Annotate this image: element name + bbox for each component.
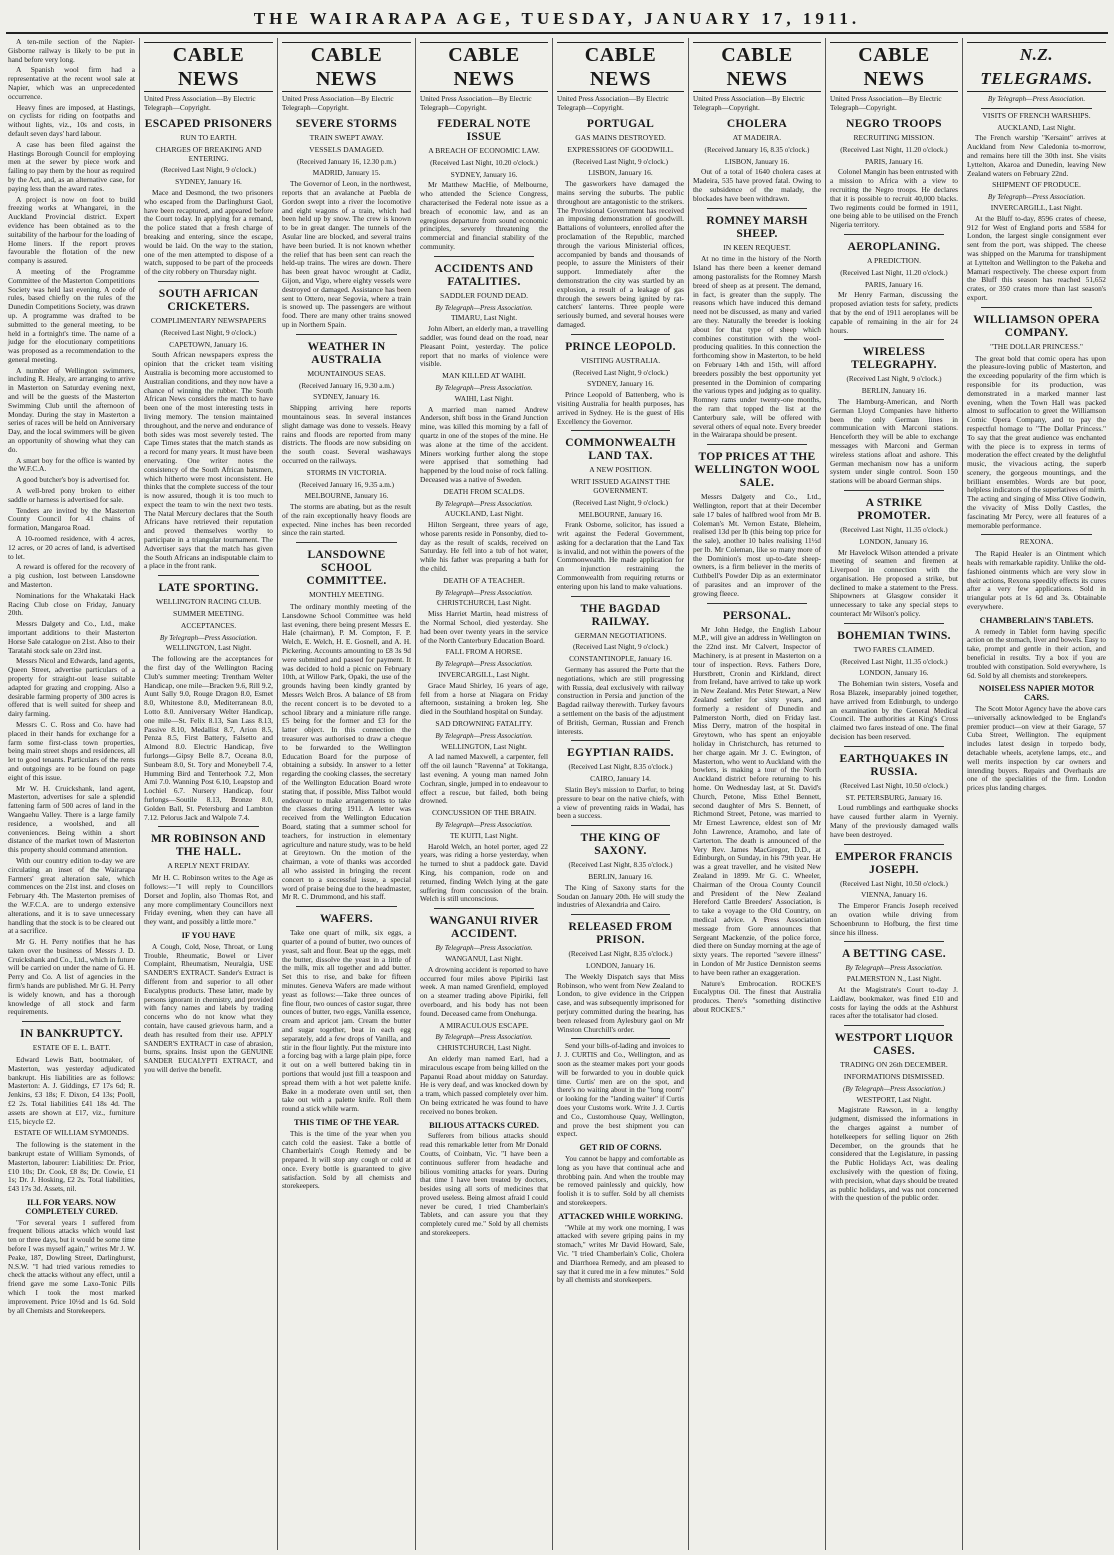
news-paragraph: South African newspapers express the opinion that the cricket team visiting Australia is becoming more accustomed to Australian conditions, and they now have a chance of winning the rubber. The South African News considers the match to have been one of the most interesting tests in living memory. The tension maintained throughout, and the nerve and endurance of both sides was most severely tested. The Cape Times states that the match stands as a record for many years. It must have been enervating. One writer notes the consistency of the South African batsmen, which hitherto were most inconsistent. He thinks that the complete success of the tour is now assured, though it is too much to expect the team to win the next two tests. The Natal Mercury declares that the South Africans have retrieved their reputation and proved themselves worthy to participate in a triangular tournament. The Advertiser says that the match has given the South Africans an indisputable claim to a place in the front rank. [144, 350, 273, 571]
byline: By Telegraph—Press Association. [435, 944, 533, 953]
masthead-title: THE WAIRARAPA AGE, TUESDAY, JANUARY 17, 1911. [253, 9, 861, 28]
received-time: (Received Last Night, 10.50 o'clock.) [840, 781, 948, 790]
advert-text: "While at my work one morning, I was attacked with severe griping pains in my stomach," writes Mr David Howard, Sale, Vic. "I tried Chamberlain's Colic, Cholera and Diarrhoea Remedy, and am pleased to say that it cured me in a few minutes." Sold by all chemists and storekeepers. [557, 1223, 684, 1285]
section-heading: PORTUGAL [586, 118, 655, 130]
news-paragraph: Germany has assured the Porte that the negotiations, which are still progressing with Russia, deal exclusively with railway construction in Persia and junction of the Bagdad railway therewith. Turkey favours a settlement on the basis of the adjustment of British, German, Russian and French interests. [557, 665, 684, 736]
news-paragraph: A drowning accident is reported to have occurred four miles above Pipiriki last week. A man named Grenfield, employed on a steamer trading above Pipiriki, fell overboard, and his body has not been found. Deceased came from Onehunga. [420, 964, 548, 1018]
press-credit: United Press Association—By Electric Telegraph—Copyright. [830, 95, 942, 112]
section-subheading: WRIT ISSUED AGAINST THE GOVERNMENT. [571, 477, 670, 495]
column-cable-news-1 [140, 38, 278, 1550]
masthead [0, 0, 1114, 34]
column-nz-telegrams [963, 38, 1110, 1550]
byline: By Telegraph—Press Association. [845, 964, 943, 973]
news-paragraph: At the Bluff to-day, 8596 crates of cheese, 912 for West of England ports and 5584 for London, the largest single consignment ever sent from the port, was shipped. The cheese was shipped on the Maruma for transhipment at Lyttelton and Wellington to the Pakeha and Mamari respectively. The cheese export from the Bluff this season has reached 51,652 crates, or 350 crates more than last season's export. [967, 213, 1106, 302]
news-paragraph: A smart boy for the office is wanted by the W.F.C.A. [8, 455, 135, 474]
news-paragraph: Messrs C. C. Ross and Co. have had placed in their hands for exchange for a farm some first-class town properties, being main street shops and residences, all let to good tenants. Particulars of the rents and outgoings are to be found on page eight of this issue. [8, 719, 135, 782]
column-cable-news-4 [553, 38, 689, 1550]
advert-heading: ILL FOR YEARS. NOW COMPLETELY CURED. [25, 1198, 118, 1216]
received-time: (Received Last Night, 9 o'clock.) [160, 166, 257, 175]
section-subheading: A PREDICTION. [866, 255, 921, 265]
received-time: (Received Last Night, 10.50 o'clock.) [840, 879, 948, 888]
dateline: WESTPORT, Last Night. [856, 1094, 932, 1104]
section-heading: EGYPTIAN RAIDS. [567, 747, 674, 760]
received-time: (Received Last Night, 11.35 o'clock.) [840, 525, 948, 534]
received-time: (Received January 16, 9.35 a.m.) [298, 480, 394, 489]
news-paragraph: The King of Saxony starts for the Soudan on January 20th. He will study the industries of Alexandria and Cairo. [557, 882, 684, 910]
section-rule [844, 490, 944, 491]
news-paragraph: The Weekly Dispatch says that Miss Robinson, who went from New Zealand to London, to give evidence in the Crippen case, and was subsequently imprisoned for perjury committed during the hearing, has been released from Aylesbury gaol on Mr Winston Churchill's order. [557, 971, 684, 1034]
dateline: AUCKLAND, Last Night. [444, 509, 524, 519]
dateline: CHRISTCHURCH, Last Night. [436, 598, 532, 608]
dateline: PALMERSTON N., Last Night. [846, 974, 942, 984]
section-subheading: CONCUSSION OF THE BRAIN. [431, 808, 537, 818]
received-time: (Received Last Night, 9 o'clock.) [572, 498, 669, 507]
section-heading: LATE SPORTING. [158, 582, 259, 595]
news-paragraph: Mr G. H. Perry notifies that he has taken over the business of Messrs J. D. Cruickshank and Co., Ltd., which in future will be carried on under the name of G. H. Perry and Co. A list of agencies in the firm's hands are published. Mr G. H. Perry is widely known, and has a thorough knowledge of all stock and farm requirements. [8, 937, 135, 1017]
section-rule [981, 108, 1092, 109]
news-paragraph: A case has been filed against the Hastings Borough Council for employing men at the sewer by piece work and failing to pay them by the hour as required by the Act, and, as an alternative case, for paying less than the award rates. [8, 139, 135, 193]
section-subheading: ESTATE OF E. L. BATT. [32, 1043, 111, 1053]
byline: By Telegraph—Press Association. [435, 660, 533, 669]
received-time: (Received Last Night, 11.20 o'clock.) [840, 145, 948, 154]
section-subheading: DEATH FROM SCALDS. [443, 486, 525, 496]
news-paragraph: At the Magistrate's Court to-day J. Laidlaw, bookmaker, was fined £10 and costs for laying the odds at the Ashhurst races after the totalisator had closed. [830, 985, 958, 1021]
section-heading: ESCAPED PRISONERS [144, 118, 273, 130]
received-time: (Received Last Night, 8.35 o'clock.) [568, 861, 673, 870]
news-paragraph: The French warship "Kersaint" arrives at Auckland from New Caledonia to-morrow, and remains here till the 30th inst. She visits Lyttelton, Akaroa and Dunedin, leaving New Zealand waters on February 22nd. [967, 133, 1106, 178]
section-subheading: SADDLER FOUND DEAD. [440, 290, 528, 300]
byline: By Telegraph—Press Association. [987, 193, 1086, 202]
advert-heading: THIS TIME OF THE YEAR. [294, 1117, 399, 1127]
section-heading: SEVERE STORMS [295, 118, 398, 130]
section-rule [844, 623, 944, 624]
news-paragraph: The Rapid Healer is an Ointment which heals with remarkable rapidity. Unlike the old-fashioned ointments which are very slow in their actions, Rexona speedily effects its cures after a very few applications. Sold in triangular pots at 1s 6d and 3s. Obtainable everywhere. [967, 549, 1106, 612]
section-heading: WEATHER IN AUSTRALIA [307, 340, 386, 366]
section-heading: RELEASED FROM PRISON. [568, 921, 673, 947]
advert-text: This is the time of the year when you catch cold the easiest. Take a bottle of Chamberlain's Cough Remedy and be prepared. It will stop any cough or cold at once. Every bottle is guaranteed to give satisfaction. Sold by all chemists and storekeepers. [282, 1129, 411, 1191]
news-paragraph: The following are the acceptances for the first day of the Wellington Racing Club's summer meeting: Trentham Welter Handicap, one mile—Bracken 9.6, Rill 9.2, Aunt Sally 9.0, Rouge Dragon 8.0, Esmet 8.0, Whitestone 8.0, Mediterranean 8.0, Lotto 8.0. Anniversary Welter Handicap, one mile—St. Felix 8.13, San Lass 8.13, Passive 8.10, Medallist 8.7, Arion 8.5, Penza 8.5, First Battery, Falsetto and Almond 8.0. Electric Handicap, five furlongs—Gipsy Belle 8.7, Oceana 8.0, Sunbeam 8.0, St. Tory and Moneybell 7.4, Humming Bird and Tenterhook 7.2, Mon Ami 7.0. Wanning Post 6.10, Leapstop and Lochiel 6.7. Nursery Handicap, four furlongs—Soutile 8.13, Bronze 8.0, Golden Ball, St. Petersburg and Lambton 7.12. Pelorus Jack and Walpole 7.4. [144, 654, 273, 822]
section-subheading: SAD DROWNING FATALITY. [435, 719, 533, 729]
advert-heading: GET RID OF CORNS. [579, 1143, 662, 1153]
news-paragraph: John Albert, an elderly man, a travelling saddler, was found dead on the road, near Pleasant Point, yesterday. The police report that no marks of violence were visible. [420, 324, 548, 369]
news-paragraph: A project is now on foot to build freezing works at Whangarei, in the Auckland Provincial district. Expert evidence has been obtained as to the suitability of the harbour for the loading of Home liners. If the report proves favourable the flotation of the new company is assured. [8, 194, 135, 266]
advert-text: Sufferers from bilious attacks should read this remarkable letter from Mr Donald Coutts, of Coinbatn, Vic. "I have been a continuous sufferer from headache and bilious vomiting attacks for years. During that time I have been treated by doctors, besides using all sorts of medicines that proved useless. Being almost afraid I could never be cured, I tried Chamberlain's Tablets, and can assure you that they completely cured me." Sold by all chemists and storekeepers. [420, 1132, 548, 1238]
section-rule [844, 339, 944, 340]
dateline: LISBON, January 16. [724, 156, 790, 166]
section-subheading: DEATH OF A TEACHER. [443, 575, 525, 585]
dateline: WAIHI, Last Night. [454, 393, 514, 403]
news-paragraph: A number of Wellington swimmers, including R. Healy, are arranging to arrive in Masterton on Saturday evening next, and will be the guests of the Masterton Swimming Club until the afternoon of Monday. During the stay in Masterton a series of races will be held on Anniversary Day, and the local swimmers will be given an opportunity of showing what they can do. [8, 365, 135, 454]
press-credit: United Press Association—By Electric Telegraph—Copyright. [420, 95, 532, 112]
section-subheading: ACCEPTANCES. [180, 620, 237, 630]
section-rule [296, 334, 397, 335]
news-paragraph: The storms are abating, but as the result of the rain exceptionally heavy floods are expected. Nine inches has been recorded since the rain started. [282, 502, 411, 538]
news-paragraph: The ordinary monthly meeting of the Lansdowne School Committee was held last evening, there being present Messrs E. Hale (chairman), P. M. Compton, F. P. Welch, E. Welch, H. E. Gosnell, and A. H. Pickering. Accounts amounting to £8 3s 9d were submitted and passed for payment. It was decided to hold a picnic on February 10th, at Willow Park, Opaki, the use of the grounds having been kindly granted by Messrs Welch Bros. A balance of £8 from the recent concert is to be devoted to a school library and a miniature rifle range. £5 being for the former and £3 for the latter object. In this connection the treasurer was authorised to draw a cheque to be forwarded to the Wellington Education Board for the purpose of obtaining a subsidy. In answer to a letter regarding the cooking classes, the secretary of the Wellington Education Board wrote stating that, if possible, Miss Talbot would endeavour to make arrangements to take the classes during 1911. A letter was received from the Wellington Education Board, stating that a summer school for teachers, for instruction in elementary agriculture and nature study, was to be held at Greytown. On the motion of the chairman, a vote of thanks was accorded all who assisted in bringing the recent concert to a successful issue, a special word of praise being due to the headmaster, Mr R. C. Drummond, and his staff. [282, 602, 411, 902]
news-paragraph: Mr Matthew MacHie, of Melbourne, who attended the Science Congress, characterised the Federal note issue as a breach of economic law, and as an egregious departure from sound economic principles, severely threatening the commercial and financial stability of the community. [420, 180, 548, 251]
dateline: INVERCARGILL, Last Night. [990, 202, 1083, 212]
section-rule [707, 444, 807, 445]
news-paragraph: Frank Osborne, solicitor, has issued a writ against the Federal Government, asking for a declaration that the Land Tax is invalid, and not within the powers of the Commonwealth. He made application for an injunction restraining the Commonwealth from requiring returns or entering upon his land to make valuations. [557, 520, 684, 591]
news-paragraph: Slatin Bey's mission to Darfur, to bring pressure to bear on the native chiefs, with a view of preventing raids in Wadai, has been a success. [557, 785, 684, 821]
press-credit: United Press Association—By Electric Telegraph—Copyright. [693, 95, 805, 112]
section-subheading: STORMS IN VICTORIA. [306, 467, 387, 477]
section-heading: EMPEROR FRANCIS JOSEPH. [835, 850, 953, 876]
received-time: (Received January 16, 9.30 a.m.) [298, 381, 394, 390]
byline: By Telegraph—Press Association. [435, 731, 533, 740]
dateline: BERLIN, January 16. [861, 386, 927, 396]
section-subheading: CHARGES OF BREAKING AND ENTERING. [155, 144, 262, 163]
dateline: LONDON, January 16. [859, 536, 929, 546]
section-heading: IN BANKRUPTCY. [20, 1028, 123, 1041]
dateline: PARIS, January 16. [864, 279, 924, 289]
section-rule [296, 542, 397, 543]
received-time: (Received Last Night, 9 o'clock.) [572, 643, 669, 652]
section-heading: PERSONAL. [722, 609, 792, 622]
dateline: MADRID, January 15. [312, 168, 381, 178]
section-rule [434, 908, 534, 909]
advert-text: "For several years I suffered from frequent bilious attacks which would last ten or three days, but it would be some time before I was myself again," writes Mr J. W. Peake, 187, Dowling Street, Darlinghurst, N.S.W. "I had tried various remedies to check the attacks without any effect, until a friend gave me some Laxo-Tonic Pills which I took the most marked improvement. Price 10½d and 1s 6d. Sold by all Chemists and Storekeepers. [8, 1218, 135, 1315]
news-paragraph: Out of a total of 1640 cholera cases at Madeira, 535 have proved fatal. Owing to the subsidence of the malady, the blockades have been withdrawn. [693, 167, 821, 203]
news-paragraph: Mr Havelock Wilson attended a private meeting of seamen and firemen at Liverpool in connection with the organisation. He proposed a strike, but declined to make a statement to the Press. Shipowners at Glasgow consider it unnecessary to take any special steps to counteract Mr Wilson's policy. [830, 547, 958, 619]
news-paragraph: At no time in the history of the North Island has there been a keener demand among pastoralists for the Romney Marsh breed of sheep as at present. The demand, in fact, is greater than the supply. The reasons which have induced this demand need not be discussed, as many and varied are they. Naturally the breeder is looking about for that type of sheep which combines constitution with the wool-producing qualities. In this connection the forthcoming show in Masterton, to be held on February 14th and 15th, will afford breeders possibly the best opportunity yet presented in the Dominion of comparing the various types and judging as to quality. Romney rams under twenty-one months, the ram that topped the list at the Canterbury sale, will be offered with several others of equal note. Every breeder in the Wairarapa should be present. [693, 254, 821, 440]
section-heading: LANSDOWNE SCHOOL COMMITTEE. [306, 549, 387, 588]
section-subheading: EXPRESSIONS OF GOODWILL. [567, 144, 674, 154]
news-paragraph: The Bohemian twin sisters, Vosefa and Rosa Blazek, inseparably joined together, have arrived from Edinburgh, to undergo an examination by the General Medical Council. The authorities at King's Cross claimed two fares instead of one. The final decision has been reserved. [830, 679, 958, 742]
section-heading: EARTHQUAKES IN RUSSIA. [839, 752, 949, 778]
section-subheading: GAS MAINS DESTROYED. [575, 133, 666, 142]
advert-text: A Cough, Cold, Nose, Throat, or Lung Trouble, Rheumatic, Bowel or Liver Complaint, Rheumatism, Neuralgia, USE SANDER'S EXTRACT. Sander's Extract is different from and superior to all other Eucalyptus products. These latter, made by persons ignorant in chemistry, and provided with fancy names and labels by trading concerns who do not know what they contain, have caused grievous harm, and a death has resulted from their use. APPLY SANDER'S EXTRACT in case of abrasion, burns, sprains. Insist upon the GENUINE SANDER EUCALYPTI EXTRACT, and you will derive the benefit. [144, 942, 273, 1074]
section-subheading: TRADING ON 26th DECEMBER. [840, 1060, 948, 1070]
received-time: (Received Last Night, 9 o'clock.) [572, 157, 669, 166]
cable-news-banner: CABLE NEWS [144, 42, 273, 92]
byline: By Telegraph—Press Association. [435, 383, 533, 392]
received-time: (Received Last Night, 11.35 o'clock.) [840, 657, 948, 666]
news-paragraph: Mace and Desmond, the two prisoners who escaped from the Darlinghurst Gaol, have been recaptured, and appeared before the Court today. In applying for a remand, the police stated that a fresh charge of breaking and entering, since the escape, would be laid. On the way to the station, one of the men attempted to dispose of a watch, supposed to be part of the proceeds of the city robbery on Thursday night. [144, 187, 273, 277]
news-paragraph: Heavy fines are imposed, at Hastings, on cyclists for riding on footpaths and without lights, viz., 10s and costs, in default seven days' hard labour. [8, 102, 135, 138]
press-credit: United Press Association—By Electric Telegraph—Copyright. [144, 95, 256, 112]
section-heading: BOHEMIAN TWINS. [837, 629, 951, 642]
news-paragraph: With our country edition to-day we are circulating an inset of the Wairarapa Farmers' great alteration sale, which commences on the 21st inst. and closes on February 4th. The Masterton premises of the W.F.C.A. are to undergo extensive alterations, and it is to save unnecessary handling that the stock is to be cleared out at a sacrifice. [8, 855, 135, 936]
section-subheading: RECRUITING MISSION. [853, 133, 935, 142]
column-cable-news-3 [416, 38, 553, 1550]
dateline: WELLINGTON, Last Night. [441, 741, 527, 751]
dateline: VIENNA, January 16. [860, 890, 928, 900]
byline: By Telegraph—Press Association. [435, 821, 533, 829]
news-paragraph: Mr John Hedge, the English Labour M.P., will give an address in Wellington on the 22nd inst. Mr Calvert, Inspector of Machinery, is at present in Masterton on a tour of inspection. Revs. Fathers Dore, Hurstbrett, Cronin and Kirkland, direct from Ireland, have arrived to take up work in New Zealand. Mrs Peter Stewart, a New Zealand settler for sixty years, and formerly a resident of Dunedin and Palmerston North, died on Friday last. Miss Derry, matron of the hospital in Greytown, who has spent an enjoyable holiday in Christchurch, has returned to her charge again. Mr J. C. Ewington, of Masterton, who went to Auckland with the bowlers, is making a tour of the North Auckland district before returning to his home. On Wednesday last, at St. David's Church, Petone, Miss Ethel Bennett, second daughter of Mrs S. Bennett, of Richmond Street, Petone, was married to Mr Ernest Lawrence, eldest son of Mr John Lawrence, Aramoho, and late of Carterton. The death is announced of the Very Rev. James MacGregor, D.D., at Edinburgh, on Sunday, in his 79th year. He was a great traveller, and he visited New Zealand in 1899. Mr G. C. Wheeler, Chairman of the Oroua County Council and President of the New Zealand Hereford Cattle Breeders' Association, is to take a voyage to the Old Country, on medical advice. A Press Association message from Gore announces that Sergeant Mackenzie, of the police force, died there on Sunday morning at the age of sixty years. The reported "severe illness" in London of Mr Justice Denniston seems to have been rather an exaggeration. [693, 624, 821, 977]
section-heading: AEROPLANING. [847, 240, 941, 253]
section-heading: A BETTING CASE. [842, 948, 946, 961]
section-rule [296, 906, 397, 907]
section-subheading: FALL FROM A HORSE. [445, 647, 523, 657]
advert-text: Nature's Embrocation. ROCKE'S Eucalyptus Oil. The finest that Australia produces. There's "something distinctive about ROCKE'S." [693, 979, 821, 1014]
cable-news-banner: CABLE NEWS [420, 42, 548, 92]
section-subheading: "THE DOLLAR PRINCESS." [990, 341, 1083, 351]
cable-news-banner: CABLE NEWS [693, 42, 821, 92]
received-time: (Received Last Night, 10.20 o'clock.) [430, 158, 538, 167]
section-subheading: TWO FARES CLAIMED. [853, 644, 935, 654]
dateline: INVERCARGILL, Last Night. [438, 670, 530, 680]
dateline: CONSTANTINOPLE, January 16. [569, 654, 672, 664]
dateline: WELLINGTON, Last Night. [165, 643, 252, 653]
section-heading: COMMONWEALTH LAND TAX. [565, 437, 676, 463]
section-subheading: ESTATE OF WILLIAM SYMONDS. [14, 1128, 129, 1138]
section-subheading: AT MADEIRA. [732, 133, 782, 142]
masthead-rule [6, 32, 1108, 34]
news-paragraph: Prince Leopold of Battenberg, who is visiting Australia for health purposes, has arrived in Sydney. He is the guest of His Excellency the Governor. [557, 390, 684, 426]
news-paragraph: A good butcher's boy is advertised for. [16, 475, 130, 485]
news-paragraph: Mr W. H. Cruickshank, land agent, Masterton, advertises for sale a splendid fattening farm of 500 acres of land in the Wangaehu Valley. There is a large family residence, a woolshed, and all conveniences. Being within a short distance of the market town of Masterton this property should command attention. [8, 783, 135, 855]
news-paragraph: Messrs Dalgety and Co., Ltd., make important additions to their Masterton Horse Sale catalogue on 21st. Also to their Taratahi stock sale on 23rd inst. [8, 619, 135, 655]
dateline: CHRISTCHURCH, Last Night. [436, 1043, 532, 1053]
dateline: BERLIN, January 16. [588, 872, 653, 882]
news-paragraph: Magistrate Rawson, in a lengthy judgment, dismissed the informations in the charges against a number of hotelkeepers for selling liquor on 26th December, on the grounds that he considered that the Legislature, in passing the Public Holidays Act, was dealing exclusively with the question of fixing, with precision, what days should be treated as public holidays, and was not concerned with the question of the public order. [830, 1105, 958, 1203]
section-subheading: VESSELS DAMAGED. [309, 144, 384, 154]
dateline: LONDON, January 16. [586, 961, 655, 970]
section-heading: ACCIDENTS AND FATALITIES. [434, 262, 534, 288]
news-paragraph: The Hamburg-American, and North German Lloyd Companies have hitherto been the only German lines in communication with Marconi stations. Henceforth they will be able to exchange messages with Marconi and German wireless stations afloat and ashore. This German mechanism now has a uniform system under single control. Soon 150 stations will be aboard German ships. [830, 396, 958, 486]
dateline: SYDNEY, January 16. [587, 379, 654, 389]
section-subheading: MOUNTAINOUS SEAS. [307, 368, 386, 378]
section-rule [158, 281, 259, 282]
press-credit: United Press Association—By Electric Telegraph—Copyright. [557, 95, 669, 112]
section-rule [571, 1038, 670, 1039]
news-paragraph: Loud rumblings and earthquake shocks have caused further alarm in Vyerniy. Many of the previously damaged walls have been destroyed. [830, 803, 958, 839]
section-heading: ROMNEY MARSH SHEEP. [706, 214, 808, 240]
cable-news-banner: CABLE NEWS [557, 42, 684, 92]
section-subheading: RUN TO EARTH. [180, 133, 237, 142]
section-heading: A STRIKE PROMOTER. [857, 496, 931, 522]
news-paragraph: A well-bred pony broken to either saddle or harness is advertised for sale. [8, 486, 135, 504]
dateline: SYDNEY, January 16. [313, 392, 380, 402]
section-subheading: MONTHLY MEETING. [309, 590, 384, 600]
advert-heading: BILIOUS ATTACKS CURED. [429, 1120, 539, 1130]
section-subheading: IN KEEN REQUEST. [723, 242, 791, 252]
section-subheading: VISITING AUSTRALIA. [580, 355, 661, 365]
news-paragraph: A reward is offered for the recovery of a pig cushion, lost between Lansdowne and Masterton. [8, 562, 135, 590]
advert-heading: IF YOU HAVE [181, 930, 236, 940]
section-heading: FEDERAL NOTE ISSUE [437, 118, 531, 143]
received-time: (Received Last Night, 8.35 o'clock.) [568, 763, 673, 772]
nz-telegrams-banner: N.Z. TELEGRAMS. [967, 42, 1106, 92]
section-rule [571, 740, 670, 741]
dateline: AUCKLAND, Last Night. [997, 122, 1076, 132]
section-subheading: WELLINGTON RACING CLUB. [155, 597, 262, 607]
section-subheading: A MIRACULOUS ESCAPE. [439, 1020, 529, 1030]
section-subheading: REXONA. [1019, 537, 1054, 547]
section-subheading: TRAIN SWEPT AWAY. [309, 133, 384, 142]
news-paragraph: A 10-roomed residence, with 4 acres, 12 acres, or 20 acres of land, is advertised to let. [8, 534, 135, 561]
section-rule [981, 534, 1092, 535]
section-rule [707, 208, 807, 209]
news-paragraph: Edward Lewis Batt, bootmaker, of Masterton, was yesterday adjudicated bankrupt. His liabilities are as follows: Masterton: A. J. Giddings, £7 17s 6d; R. Jenkins, £3 18s; F. Dixon, £4 13s; Pooll, £2 2s. Total liabilities £41 18s 4d. The assets are shown at £17, viz., furniture £15, bicycle £2. [8, 1055, 135, 1126]
section-heading: PRINCE LEOPOLD. [565, 340, 676, 353]
column-cable-news-2 [278, 38, 416, 1550]
news-paragraph: Hilton Sergeant, three years of age, whose parents reside in Ponsonby, died to-day as the result of scalds, received on Saturday. He fell into a tub of hot water, while his father was preparing a bath for the child. [420, 520, 548, 574]
section-subheading: SHIPMENT OF PRODUCE. [992, 180, 1081, 190]
news-paragraph: Tenders are invited by the Masterton County Council for 41 chains of formation, Mangaroa Road. [8, 505, 135, 533]
byline: By Telegraph—Press Association. [159, 633, 258, 642]
advert-text: You cannot be happy and comfortable as long as you have that continual ache and throbbing pain. And when the trouble may be removed painlessly and quickly, how foolish it is to suffer. Sold by all chemists and storekeepers. [557, 1154, 684, 1207]
section-heading: TOP PRICES AT THE WELLINGTON WOOL SALE. [694, 451, 820, 490]
dateline: MELBOURNE, January 16. [578, 509, 663, 519]
received-time: (Received Last Night, 9 o'clock.) [572, 368, 669, 377]
section-rule [571, 334, 670, 335]
news-paragraph: The Emperor Francis Joseph received an ovation while driving from Schoenbrunn to Hofburg, the first time since his illness. [830, 901, 958, 937]
section-rule [844, 844, 944, 845]
news-paragraph: Miss Harriet Martin, head mistress of the Normal School, died yesterday. She had been over twenty years in the service of the North Canterbury Education Board. [420, 609, 548, 645]
received-time: (Received January 16, 8.35 o'clock.) [704, 145, 810, 154]
dateline: SYDNEY, January 16. [450, 169, 518, 179]
section-rule [571, 914, 670, 915]
section-rule [158, 826, 259, 827]
section-rule [22, 1021, 121, 1022]
dateline: WANGANUI, Last Night. [445, 953, 523, 963]
section-subheading: SUMMER MEETING. [173, 609, 244, 619]
section-heading: THE BAGDAD RAILWAY. [580, 602, 661, 628]
section-heading: WIRELESS TELEGRAPHY. [851, 346, 937, 372]
news-paragraph: An elderly man named Earl, had a miraculous escape from being killed on the Papanui Road about midday on Saturday. He is very deaf, and was knocked down by a tram, which passed completely over him. On being extricated he was found to have received no bones broken. [420, 1053, 548, 1116]
section-rule [434, 256, 534, 257]
news-paragraph: The great bold that comic opera has upon the pleasure-loving public of Masterton, and the exceeding popularity of the firm which is responsible for its production, was demonstrated in a marked manner last evening, when the Town Hall was packed almost to suffocation to greet the Williamson Comic Opera Company, and to pay the respectful homage to "The Dollar Princess." To say that the great audience was enchanted with the piece is to express in terms of moderation the effect created by the delightful music, the vivacious acting, the superb scenery, the gorgeous mountings, and the brilliant ensembles. Words are but poor, helpless indicators of the superlatives of mirth. The acting and singing of Miss Olive Godwin, the vivacity of Miss Dolly Castles, the fascinating Mr Percy, were all features of a memorable performance. [967, 353, 1106, 530]
advert-text: Send your bills-of-lading and invoices to J. J. CURTIS and Co., Wellington, and as soon as the steamer makes port your goods will be forwarded to you in double quick time. Curtis' men are on the spot, and there's no waiting about in the "long room" or looking for the "landing waiter" if Curtis does your Customs work. Write J. J. Curtis and Co., Customhouse Quay, Wellington, and prove the best shipment you can expect. [557, 1042, 684, 1139]
column-cable-news-5 [689, 38, 826, 1550]
dateline: LISBON, January 16. [588, 168, 653, 178]
section-heading: WESTPORT LIQUOR CASES. [834, 1032, 954, 1058]
advert-heading: NOISELESS NAPIER MOTOR CARS. [978, 684, 1095, 703]
section-rule [844, 234, 944, 235]
news-paragraph: The following is the statement in the bankrupt estate of William Symonds, of Masterton, labourer: Liabilities: Dr. Prior, £10 10s; Dr. Cook, £8 8s; Dr. Cowie, £1 1s; Dr. J. Hosking, £2 2s. Total liabilities, £43 17s 3d. Assets, nil. [8, 1140, 135, 1194]
section-rule [844, 941, 944, 942]
news-paragraph: A married man named Andrew Anderson, shift boss in the Grand Junction mine, was killed this morning by a fall of quartz in one of the stopes of the mine. He was alone at the time of the accident. Miners working further along the stope were apprised that something had happened by the loud noise of rock falling. Deceased was a native of Sweden. [420, 404, 548, 484]
dateline: CAPETOWN, January 16. [169, 339, 248, 349]
section-subheading: MAN KILLED AT WAIHI. [442, 371, 526, 381]
section-rule [571, 430, 670, 431]
section-heading: THE KING OF SAXONY. [580, 832, 661, 858]
section-rule [707, 603, 807, 604]
received-time: (Received Last Night, 9 o'clock.) [846, 375, 942, 384]
byline: By Telegraph—Press Association. [435, 588, 533, 597]
section-heading: WANGANUI RIVER ACCIDENT. [429, 915, 539, 941]
dateline: SYDNEY, January 16. [175, 177, 242, 187]
section-subheading: INFORMATIONS DISMISSED. [843, 1071, 945, 1081]
received-time: (Received Last Night, 8.35 o'clock.) [568, 950, 673, 959]
section-subheading: VISITS OF FRENCH WARSHIPS. [982, 110, 1091, 120]
byline: By Telegraph—Press Association. [435, 499, 533, 508]
dateline: LONDON, January 16. [859, 668, 929, 678]
section-subheading: A REPLY NEXT FRIDAY. [167, 861, 250, 871]
news-paragraph: A meeting of the Programme Committee of the Masterton Competitions Society was held last evening. A code of rules, based chiefly on the rules of the Dunedin Competitions Society, was drawn up. A programme was drafted to be submitted to the general meeting, to be held in a fortnight's time. The name of a judge for the elocutionary competitions was proposed as a recommendation to the general meeting. [8, 266, 135, 364]
section-subheading: A BREACH OF ECONOMIC LAW. [428, 146, 540, 155]
section-rule [844, 1025, 944, 1026]
byline: (By Telegraph—Press Association.) [842, 1084, 946, 1093]
section-heading: WILLIAMSON OPERA COMPANY. [973, 313, 1100, 339]
news-paragraph: Mr Henry Farman, discussing the proposed aviation tests for safety, predicts that by the end of 1911 aeroplanes will be capable of remaining in the air for 24 hours. [830, 290, 958, 335]
news-paragraph: Harold Welch, an hotel porter, aged 22 years, was riding a horse yesterday, when he turned to shut a paddock gate. David King, his companion, rode on and returned, finding Welch lying at the gate suffering from concussion of the brain. Welch is still unconscious. [420, 841, 548, 904]
advert-heading: CHAMBERLAIN'S TABLETS. [979, 615, 1094, 625]
press-credit: United Press Association—By Electric Telegraph—Copyright. [282, 95, 394, 112]
section-heading: SOUTH AFRICAN CRICKETERS. [158, 287, 259, 313]
section-heading: MR ROBINSON AND THE HALL. [150, 833, 267, 859]
section-rule [844, 746, 944, 747]
dateline: ST. PETERSBURG, January 16. [845, 792, 943, 802]
advert-text: A remedy in Tablet form having specific action on the stomach, liver and bowels. Easy to take, prompt and gentle in their action, and beneficial in results. Try a box if you are troubled with constipation. Sold everywhere, 1s 6d. Sold by all chemists and storekeepers. [967, 627, 1106, 680]
dateline: TE KUITI, Last Night. [450, 830, 518, 840]
cable-news-banner: CABLE NEWS [830, 42, 958, 92]
section-heading: NEGRO TROOPS [846, 118, 942, 130]
news-paragraph: A lad named Maxwell, a carpenter, fell off the oil launch "Ravenna" at Tokitanga, last evening. A young man named John Cochran, single, jumped in to endeavour to effect a rescue, but failed, both being drowned. [420, 752, 548, 806]
section-rule [158, 575, 259, 576]
cable-news-banner: CABLE NEWS [282, 42, 411, 92]
received-time: (Received Last Night, 9 o'clock.) [160, 328, 257, 337]
section-rule [981, 307, 1092, 308]
columns [4, 38, 1110, 1550]
section-subheading: A NEW POSITION. [589, 465, 652, 475]
column-cable-news-6 [826, 38, 963, 1550]
section-rule [571, 825, 670, 826]
column-local-news [4, 38, 140, 1550]
byline: By Telegraph—Press Association. [435, 303, 533, 312]
news-paragraph: The gasworkers have damaged the mains serving the suburbs. The public throughout are antagonistic to the strikers. The Provisional Government has received an imposing demonstration of goodwill. Battalions of volunteers, enrolled after the proclamation of the Republic, marched through the various Ministerial offices, accompanied by bands and thousands of people, to assure the Ministers of their support. Immediately after the demonstration the city was startled by an explosion, a result of a leakage of gas through the sewers being ignited by rat-catchers' lanterns. Three people were seriously burned, and several houses were damaged. [557, 179, 684, 329]
byline: By Telegraph—Press Association. [987, 95, 1086, 103]
news-paragraph: A Spanish wool firm had a representative at the recent wool sale at Napier, which was an unprecedented occurrence. [8, 65, 135, 101]
news-paragraph: Take one quart of milk, six eggs, a quarter of a pound of butter, two ounces of yeast, salt and flour. Beat up the eggs, melt the butter, dissolve the yeast in a little of the milk, mix all together and add butter. Set this to rise, and bake for fifteen minutes. Geneva Wafers are made without yeast as follows:—Take three ounces of fine flour, two ounces of castor sugar, three ounces of butter, two eggs, Vanilla essence, cream and apricot jam. Cream the butter and sugar together, beat in each egg separately, add a few drops of Vanilla, and stir in the flour lightly. Put the mixture into a forcing bag with a large plain pipe, force it out on a well buttered baking tin in portions that would just fill a teaspoon and spread them with a hot wet palette knife. Bake in a moderate oven until set, then take out with a palette knife. Roll them round a stick while warm. [282, 928, 411, 1114]
dateline: CAIRO, January 14. [590, 774, 651, 784]
news-paragraph: Messrs Nicol and Edwards, land agents, Queen Street, advertise particulars of a property for straight-out lease suitable adapted for grazing and cropping. Also a desirable farming property of 300 acres is offered that is well suited for sheep and dairy farming. [8, 656, 135, 719]
byline: By Telegraph—Press Association. [435, 1033, 533, 1042]
news-paragraph: A ten-mile section of the Napier-Gisborne railway is likely to be put in hand before very long. [8, 38, 135, 64]
section-rule [571, 596, 670, 597]
section-subheading: GERMAN NEGOTIATIONS. [574, 630, 667, 640]
section-heading: WAFERS. [320, 913, 373, 926]
news-paragraph: Messrs Dalgety and Co., Ltd., Wellington, report that at their December sale 17 bales of halfbred wool from Mr B. Coleman's Mt. Vernon Estate, Bleheim, realised 13d per lb (this being top price for the sale), another 10 bales realising 11½d per lb. Mr Coleman, like so many more of the Dominion's most up-to-date sheep-owners, is a firm believer in the merits of Cuthbell's Powder Dip as an exterminator of parasites and an improver of the growing fleece. [693, 492, 821, 598]
news-paragraph: Nominations for the Whakataki Hack Racing Club close on Friday, January 20th. [8, 590, 135, 618]
dateline: TIMARU, Last Night. [450, 313, 518, 323]
section-subheading: COMPLIMENTARY NEWSPAPERS [150, 315, 267, 325]
section-heading: CHOLERA [726, 118, 788, 130]
advert-heading: ATTACKED WHILE WORKING. [558, 1211, 683, 1221]
received-time: (Received Last Night, 11.20 o'clock.) [840, 268, 948, 277]
dateline: MELBOURNE, January 16. [304, 491, 389, 501]
news-paragraph: Mr H. C. Robinson writes to the Age as follows:—"I will reply to Councillors Dorset and Joplin, also Thomas Rot, and any more complimentary Councillors next Friday evening, when they can have all they want, and possibly a little more." [144, 873, 273, 927]
news-paragraph: Shipping arriving here reports mountainous seas. In several instances slight damage was done to vessels. Heavy rains and floods are reported from many districts. The floods are now subsiding on the south coast. Several washaways occurred on the railways. [282, 403, 411, 465]
news-paragraph: Colonel Mangin has been entrusted with a mission to Africa with a view to recruiting the Negro troops. He declares that it is possible to recruit 40,000 blacks. Two regiments could be formed in 1911, one being able to be utilised on the French Nigeria territory. [830, 167, 958, 230]
advert-text: The Scott Motor Agency have the above cars—universally acknowledged to be England's premier product—on view at their Garage, 57 Cuba Street, Wellington. The equipment includes latest design in torpedo body, detachable wheels, acetylene lamps, etc., and well merits inspection by car owners and intending buyers. Repairs and Overhauls are one of the specialities of the firm. London prices plus landing charges. [967, 705, 1106, 793]
news-paragraph: The Governor of Leon, in the northwest, reports that an avalanche at Puebla de Gordon swept into a river the locomotive and eight wagons of a train, which had been held up by snow. The crew is known to be in great danger. The tunnels of the Asular line are blocked, and several trains have been buried. It is not known whether the relief that has been sent can reach the held-up trains. The wires are down. There has been great havoc wrought at Cadiz, Gijon, and Vigo, where eighty vessels were destroyed or damaged. Assistance has been sent to Ottero, near Segovia, where a train is snowed up. The passengers are without food. There are many other trains snowed up in Northern Spain. [282, 179, 411, 329]
received-time: (Received January 16, 12.30 p.m.) [296, 157, 396, 166]
dateline: PARIS, January 16. [864, 156, 924, 166]
news-paragraph: Grace Maud Shirley, 16 years of age, fell from a horse at Niagara on Friday afternoon, sustaining a broken leg. She died in the Southland hospital on Sunday. [420, 680, 548, 717]
